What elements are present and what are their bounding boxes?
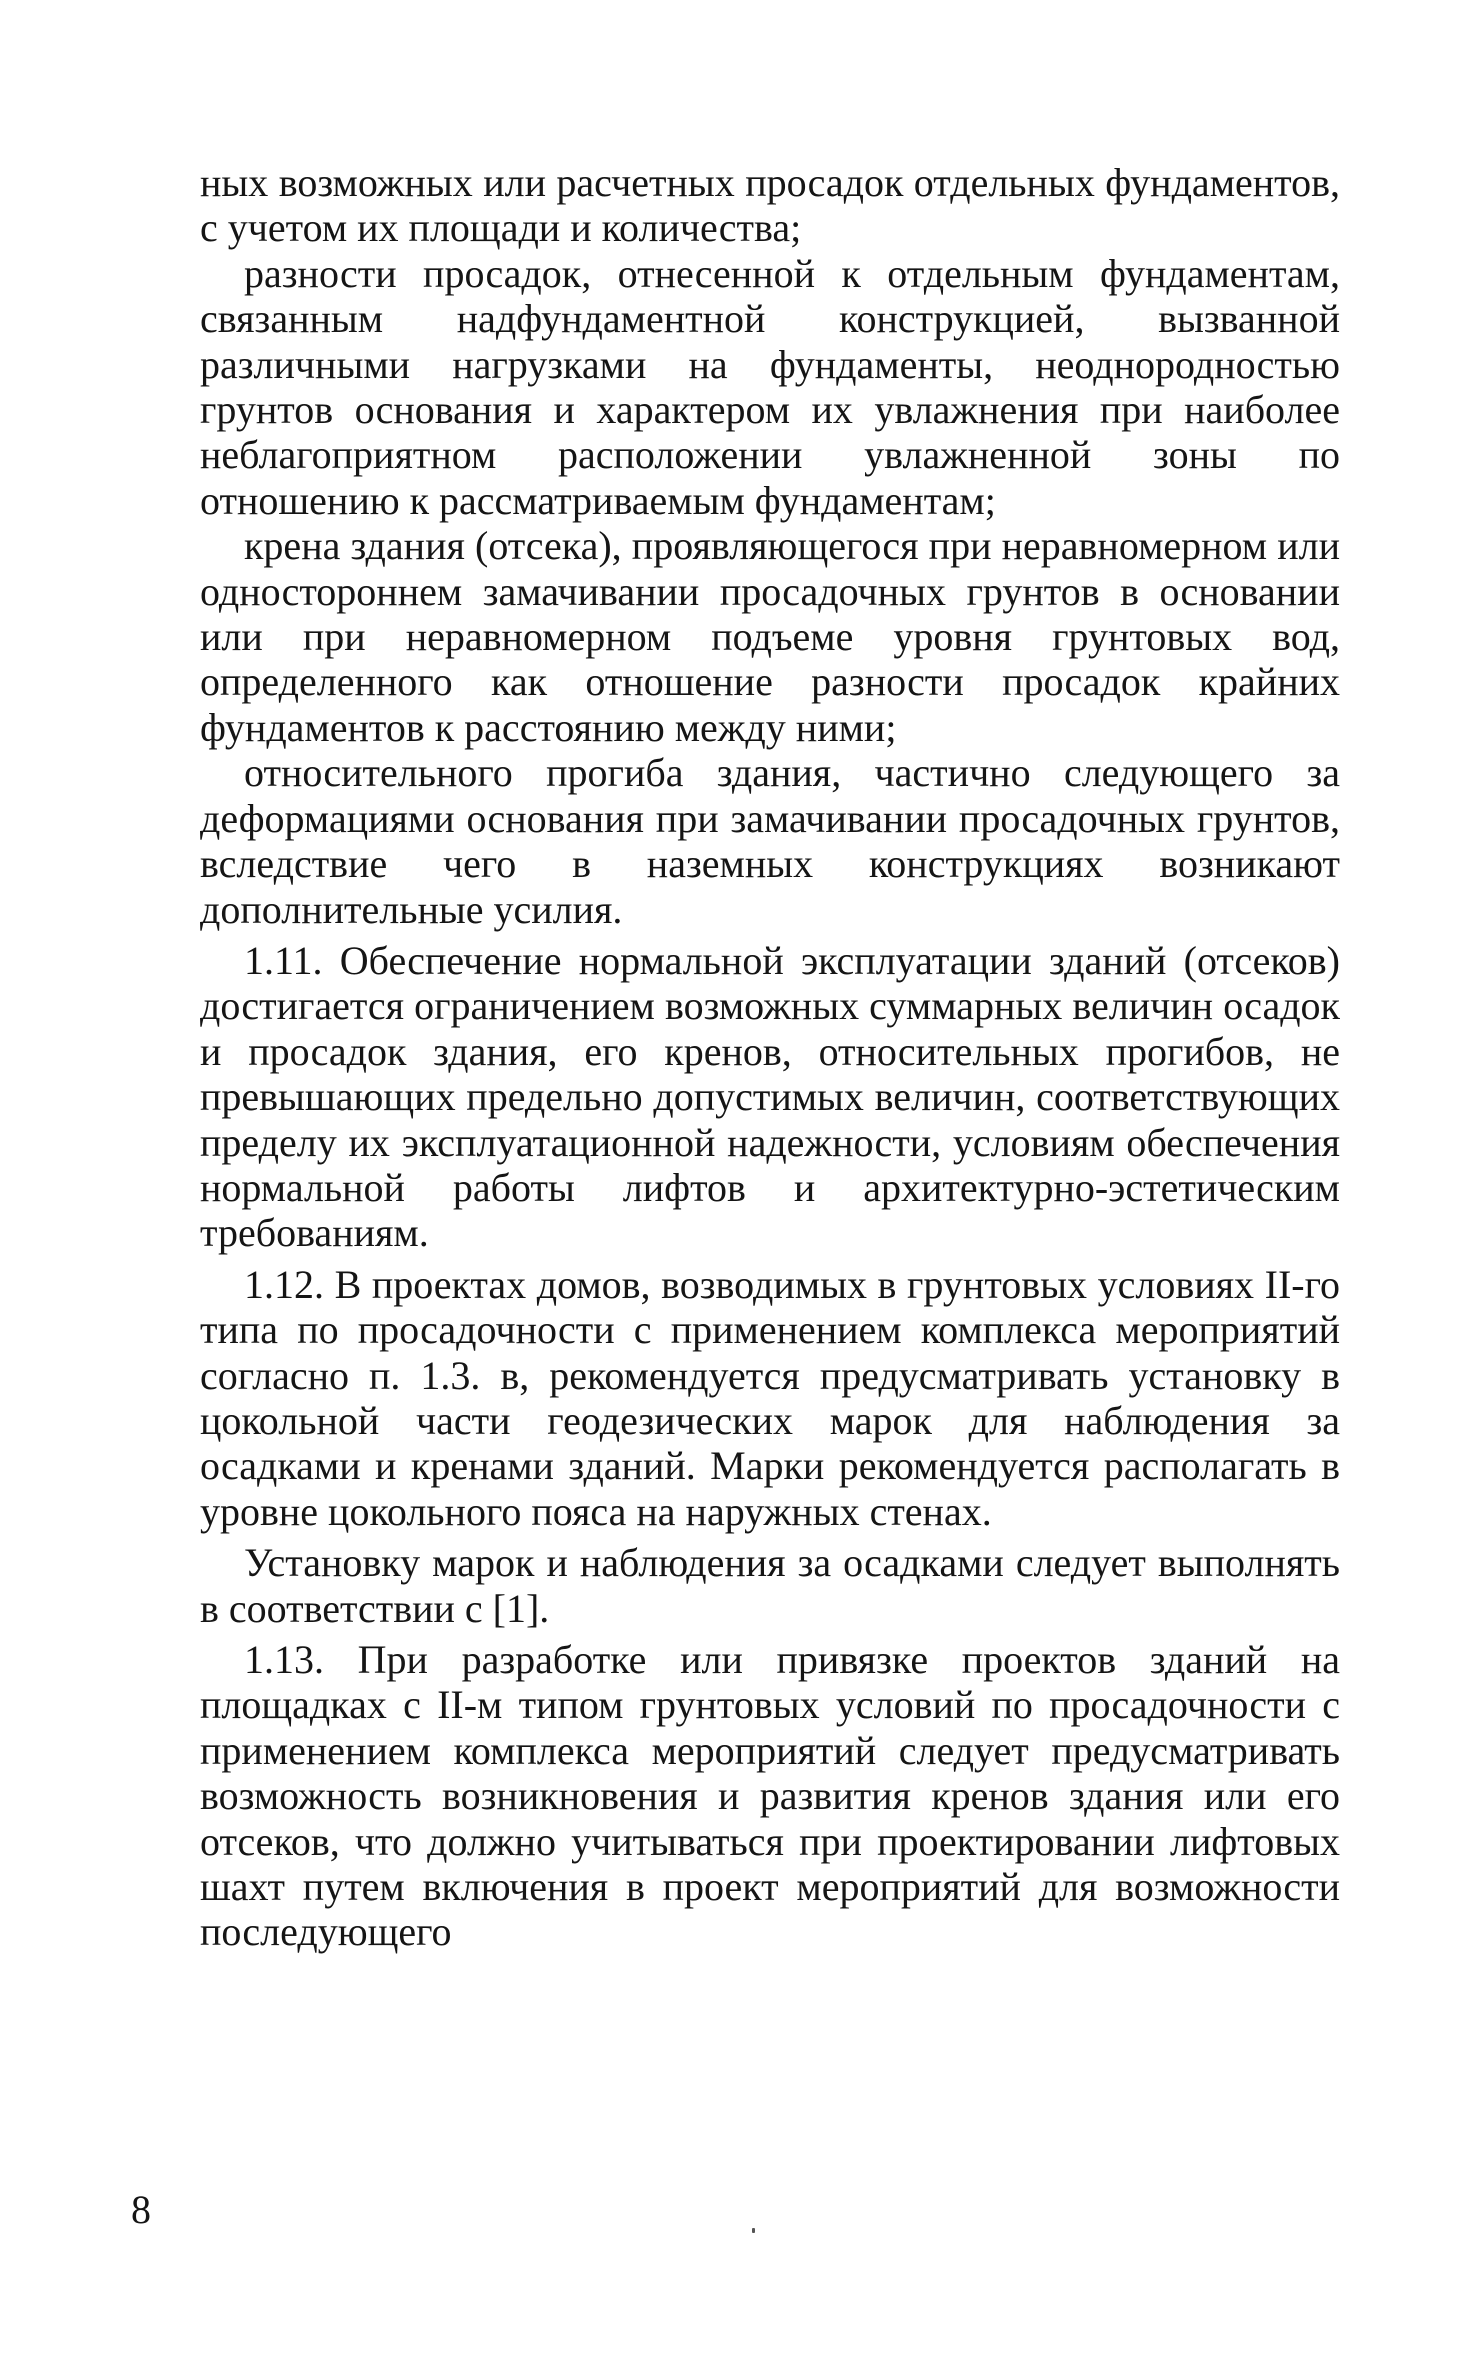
paragraph-1-13: 1.13. При разработке или привязке проектов зданий на площадках с II-м типом грунтовых условий по просадочности с применением комплекса мероприятий следует предусматривать возможность возникновения и развития кренов здания или его отсеков, что должно учитываться при проектировании лифтовых шахт путем включения в проект мероприятий для возможности последующего [200,1637,1340,1955]
body-text [200,160,1340,1955]
paragraph-continuation: ных возможных или расчетных просадок отдельных фундаментов, с учетом их площади и количества; [200,160,1340,251]
paragraph-marks-installation: Установку марок и наблюдения за осадками следует выполнять в соответствии с [1]. [200,1540,1340,1631]
paragraph-building-tilt: крена здания (отсека), проявляющегося при неравномерном или одностороннем замачивании просадочных грунтов в основании или при неравномерном подъеме уровня грунтовых вод, определенного как отношение разности просадок крайних фундаментов к расстоянию между ними; [200,523,1340,750]
paragraph-1-11: 1.11. Обеспечение нормальной эксплуатации зданий (отсеков) достигается ограничением возможных суммарных величин осадок и просадок здания, его кренов, относительных прогибов, не превышающих предельно допустимых величин, соответствующих пределу их эксплуатационной надежности, условиям обеспечения нормальной работы лифтов и архитектурно-эстетическим требованиям. [200,937,1340,1256]
paragraph-1-12: 1.12. В проектах домов, возводимых в грунтовых условиях II-го типа по просадочности с применением комплекса мероприятий согласно п. 1.3. в, рекомендуется предусматривать установку в цокольной части геодезических марок для наблюдения за осадками и кренами зданий. Марки рекомендуется располагать в уровне цокольного пояса на наружных стенах. [200,1261,1340,1534]
scan-speck [752,2228,755,2233]
paragraph-relative-deflection: относительного прогиба здания, частично следующего за деформациями основания при замачивании просадочных грунтов, вследствие чего в наземных конструкциях возникают дополнительные усилия. [200,750,1340,932]
page-number: 8 [131,2187,151,2232]
paragraph-differential-settlement: разности просадок, отнесенной к отдельным фундаментам, связанным надфундаментной конструкцией, вызванной различными нагрузками на фундаменты, неоднородностью грунтов основания и характером их увлажнения при наиболее неблагоприятном расположении увлажненной зоны по отношению к рассматриваемым фундаментам; [200,250,1340,523]
